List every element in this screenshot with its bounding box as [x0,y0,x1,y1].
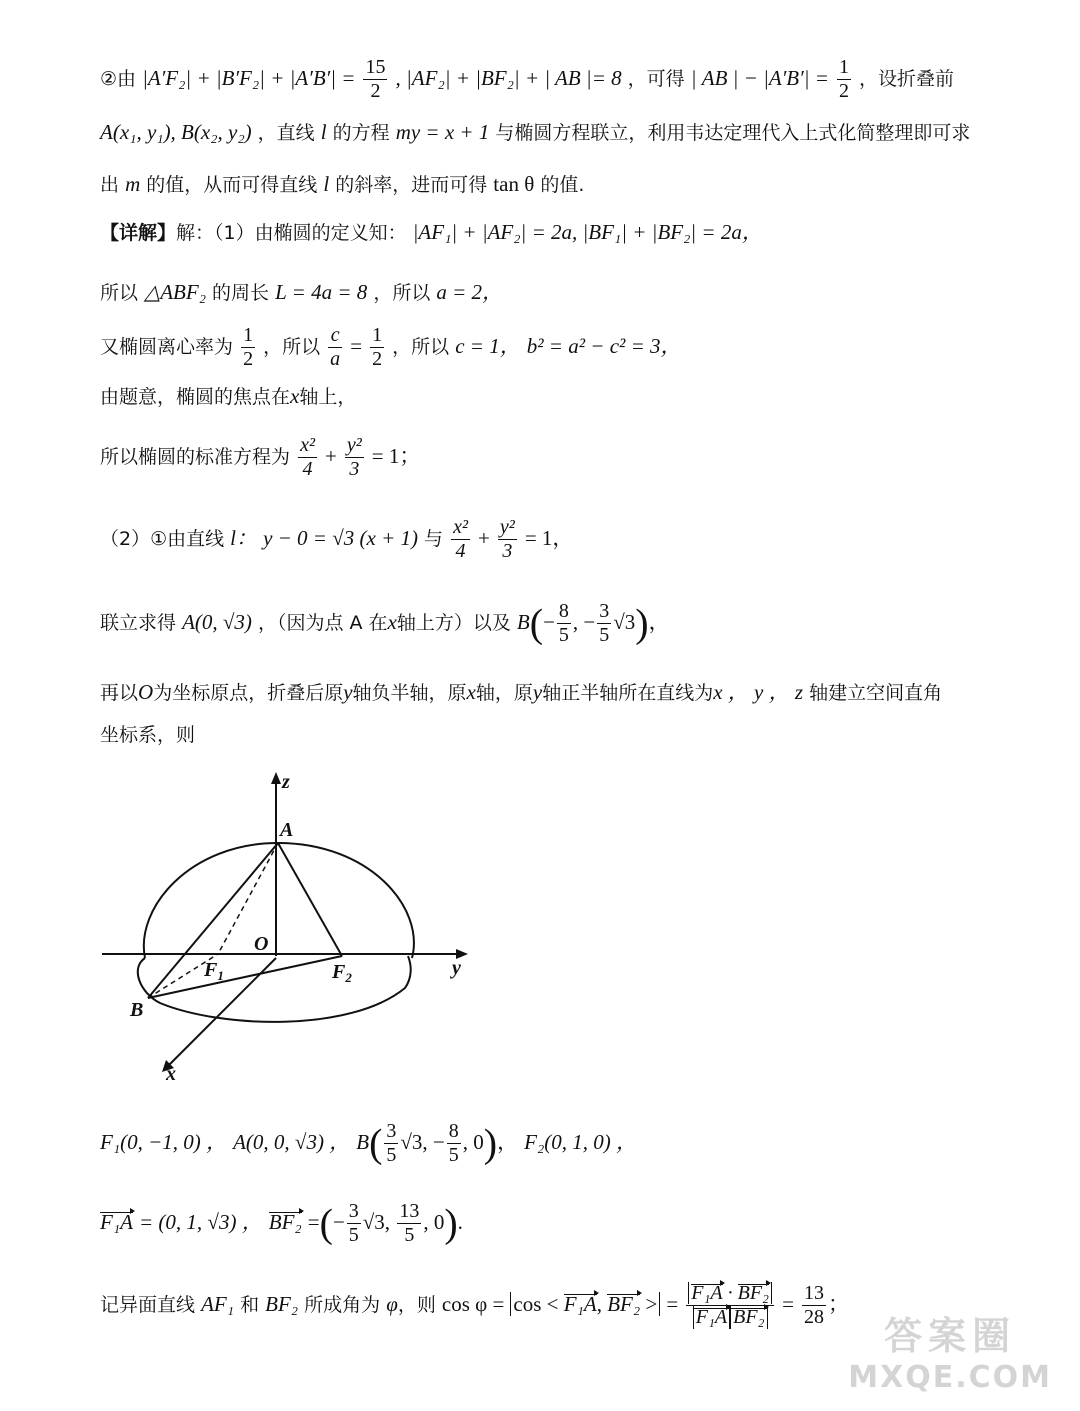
fraction [347,1200,361,1247]
watermark-line-1: 答案圈 [884,1314,1017,1358]
formula: x ， y ， z [713,680,804,704]
denominator: 4 [455,540,466,562]
text: 轴上方）以及 [396,612,511,634]
text: 的斜率，进而可得 [335,174,488,196]
fraction [451,516,470,563]
text: ②由 [100,68,137,90]
text-line-15: 记异面直线 AF₁ 和 BF₂ 所成角为 φ，则 cos φ = cos < F₁A, BF₂ > = $\frac{\text{F₁A · BF₂}}{\text{F₁A BF₂}}$ = $\frac{13}{28}$ ； [100,1282,849,1328]
denominator: 5 [348,1224,359,1246]
formula: l [320,120,327,144]
formula: cos φ = [441,1292,505,1316]
formula: √3 [613,610,636,634]
fraction [597,600,611,647]
numerator: 1 [838,56,849,78]
denominator: 3 [502,540,513,562]
text: ，所以 [392,336,450,358]
formula: my = x + 1 [395,120,490,144]
numerator: y² [346,434,362,456]
3d-coordinate-figure [100,768,480,1088]
text: ，所以 [373,282,431,304]
text: 和 [240,1294,260,1316]
text: 轴上， [299,386,357,408]
ellipse-upper-arc [144,843,414,958]
fraction [363,56,387,103]
denominator: 5 [404,1224,415,1246]
text-line-7 [100,384,356,409]
formula: BF₂ [265,1292,299,1316]
text: 的值. [540,174,585,196]
formula: l： [230,526,258,550]
formula: cos < [513,1292,559,1316]
formula: = 1； [371,444,421,468]
numerator: 13 [399,1200,420,1222]
label-O: O [254,933,269,955]
text-line-8: 所以椭圆的标准方程为 $\frac{\text{x²}}{4}$ + $\frac{\text{y²}}{3}$ = 1； [100,434,421,480]
numerator: 8 [558,600,569,622]
text-line-9: （2）①由直线 l： y − 0 = √3 (x + 1) 与 $\frac{\text{x²}}{4}$ + $\frac{\text{y²}}{3}$ = 1， [100,516,574,562]
text: 所以椭圆的标准方程为 [100,446,291,468]
text: ，设折叠前 [859,68,955,90]
fraction [557,600,571,647]
formula: △ABF₂ [144,280,206,304]
text: 坐标系，则 [100,724,196,746]
denominator: 5 [448,1144,459,1166]
text: 所成角为 [304,1294,381,1316]
label-F1-letter: F [204,959,218,981]
watermark [848,1305,1052,1395]
formula: A(0, √3) [182,610,252,634]
vector-BF2: BF₂ [737,1282,770,1304]
fraction [298,434,317,481]
label-F2-subscript: 2 [345,970,352,985]
denominator: 28 [803,1306,824,1328]
denominator: 2 [243,348,254,370]
numerator: x² [300,434,315,456]
formula: y [343,680,353,704]
numerator: 3 [599,600,610,622]
text: 再以 [100,682,139,704]
vector-BF2: BF₂ [268,1210,302,1234]
formula: |AF₁| + |AF₂| = 2a, |BF₁| + |BF₂| = 2a， [412,220,763,244]
label-x: x [166,1063,176,1085]
denominator: 5 [386,1144,397,1166]
text-line-12 [100,724,195,747]
z-axis-arrowhead [271,772,281,784]
text-line-6: 又椭圆离心率为 $\frac{1}{2}$ ，所以 $\frac{c}{a}$ = $\frac{1}{2}$ ，所以 c = 1， b² = a² − c² = 3， [100,324,682,370]
text: 为坐标原点，折叠后原 [153,682,344,704]
text-line-2 [100,120,970,145]
text: 与 [424,528,444,550]
fraction [802,1282,826,1329]
numerator: 1 [372,324,383,346]
text: ，可得 [627,68,685,90]
denominator: 2 [838,80,849,102]
fraction [447,1120,461,1167]
vector-F1A: F₁A [693,1306,730,1329]
text: ，直线 [257,122,315,144]
formula: y − 0 = √3 (x + 1) [263,526,418,550]
text-line-14: F₁A = (0, 1, √3) ， BF₂ =(− $\frac{3}{5}$ √3, $\frac{13}{5}$ , 0). [100,1200,463,1246]
text: 的周长 [212,282,270,304]
formula: AF₁ [201,1292,235,1316]
dashed-segment-AF1 [218,843,278,954]
numerator: 13 [803,1282,824,1304]
vector-BF2: BF₂ [607,1292,641,1316]
label-F2-letter: F [332,961,346,983]
fraction [328,324,342,371]
text: ，（因为点 A 在 [257,612,388,634]
denominator: 3 [349,458,360,480]
text: 记异面直线 [100,1294,196,1316]
text: 解：（1）由椭圆的定义知： [176,222,407,244]
text-line-4 [100,220,763,245]
denominator: 5 [599,624,610,646]
fraction [397,1200,421,1247]
denominator: 4 [302,458,313,480]
formula: m [125,172,141,196]
numerator: 1 [243,324,254,346]
denominator: 2 [372,348,383,370]
text-line-1 [100,56,954,103]
fraction [384,1120,398,1167]
numerator: x² [453,516,468,538]
text: 的方程 [332,122,390,144]
formula: = (0, 1, √3) ， [139,1210,263,1234]
label-F1 [203,959,224,983]
formula: L = 4a = 8 [275,280,368,304]
formula: l [323,172,330,196]
formula: F₂(0, 1, 0) ， [524,1130,638,1154]
label-B: B [130,999,144,1021]
formula: , |AF₂| + |BF₂| + | AB |= 8 [395,66,622,90]
formula: A(0, 0, √3) ， [233,1130,351,1154]
formula: A(x₁, y₁), B(x₂, y₂) [100,120,252,144]
formula: a = 2， [436,280,504,304]
text: 所以 [100,282,139,304]
numerator: 3 [348,1200,359,1222]
ellipse-lower-part [138,956,411,1022]
text: 轴正半轴所在直线为 [542,682,714,704]
text: 出 [100,174,120,196]
formula: x [466,680,476,704]
text: （2）①由直线 [100,528,225,550]
text-line-3 [100,172,584,197]
vector-F1A: F₁A [100,1210,133,1234]
formula: |A′F₂| + |B′F₂| + |A′B′| = [142,66,356,90]
fraction [241,324,255,371]
text: ，所以 [263,336,321,358]
formula: tan θ [493,172,535,196]
fraction: $\frac{\text{F₁A · BF₂}}{\text{F₁A BF₂}}$ [686,1282,774,1329]
formula: = 1， [524,526,574,550]
text-line-10: 联立求得 A(0, √3) ，（因为点 A 在x轴上方）以及 B(− $\frac{8}{5}$ , − $\frac{3}{5}$ √3)， [100,600,670,646]
fraction [837,56,851,103]
formula: x [290,384,300,408]
label-y: y [452,957,461,979]
formula: c = 1， [455,334,521,358]
formula: B [516,610,530,634]
formula: x [387,610,397,634]
fraction [498,516,517,563]
formula: | AB | − |A′B′| = [690,66,829,90]
denominator: 5 [558,624,569,646]
formula: B [356,1130,370,1154]
formula: O [138,680,154,704]
segment-AF2 [278,843,342,956]
label-F2 [331,961,352,985]
denominator: a [330,348,341,370]
text: 轴，原 [475,682,533,704]
label-z: z [282,771,290,793]
section-tag: 【详解】 [100,222,177,244]
label-F1-subscript: 1 [217,968,224,983]
numerator: 3 [386,1120,397,1142]
vector-BF2: BF₂ [730,1306,767,1329]
numerator: 15 [365,56,386,78]
watermark-line-2: MXQE.COM [848,1360,1052,1395]
numerator: 8 [448,1120,459,1142]
vector-F1A: F₁A [691,1282,723,1304]
text: 由题意，椭圆的焦点在 [100,386,291,408]
vector-F1A: F₁A [563,1292,597,1316]
formula: F₁(0, −1, 0) ， [100,1130,228,1154]
text: 轴建立空间直角 [809,682,943,704]
text-line-13: F₁(0, −1, 0) ， A(0, 0, √3) ， B( $\frac{3}{5}$ √3, − $\frac{8}{5}$ , 0)， F₂(0, 1, 0) ， [100,1120,638,1166]
formula: y [532,680,543,704]
text: ，则 [397,1294,436,1316]
fraction [345,434,364,481]
text: 联立求得 [100,612,177,634]
text-line-11 [100,680,942,705]
text: 与椭圆方程联立，利用韦达定理代入上式化简整理即可求 [495,122,971,144]
numerator: y² [499,516,515,538]
formula: φ [386,1292,398,1316]
text: 轴负半轴，原 [352,682,467,704]
text-line-5 [100,280,503,305]
label-A: A [280,819,294,841]
text: 的值，从而可得直线 [146,174,318,196]
denominator: 2 [370,80,381,102]
formula: b² = a² − c² = 3， [526,334,682,358]
numerator: c [328,324,342,348]
fraction [370,324,384,371]
text: 又椭圆离心率为 [100,336,234,358]
